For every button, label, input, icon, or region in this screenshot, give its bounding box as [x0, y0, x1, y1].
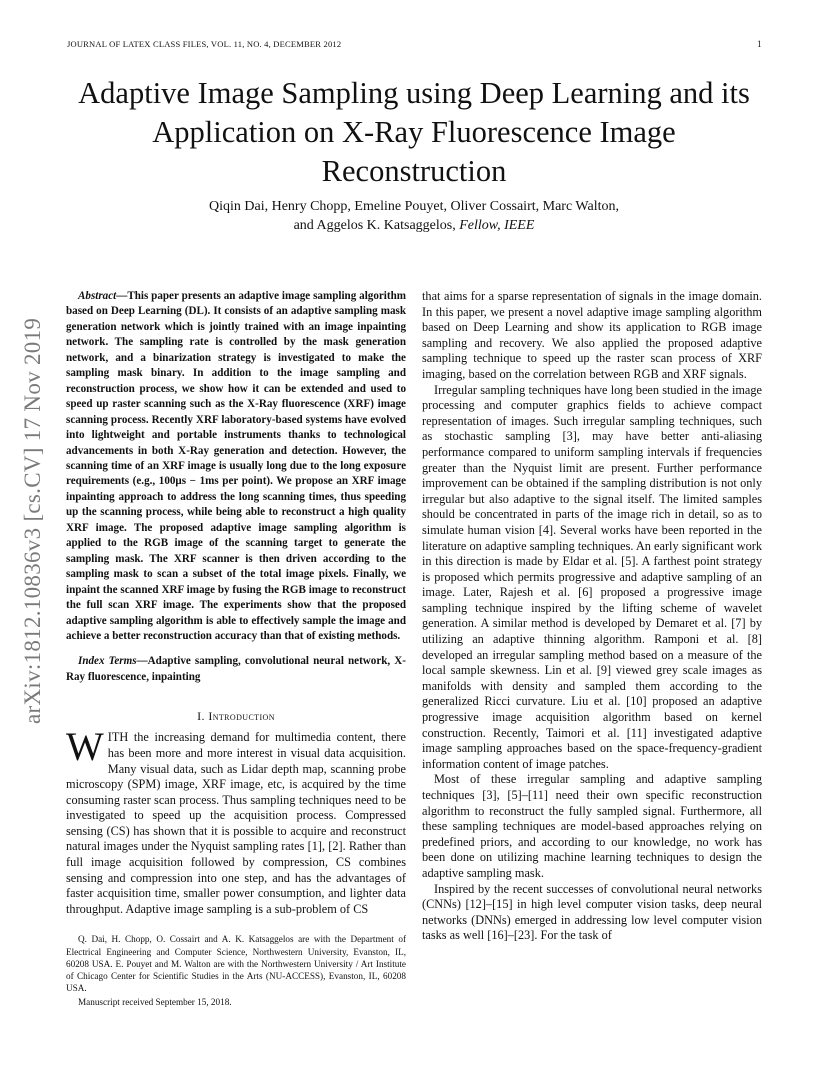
left-column	[66, 289, 406, 1009]
running-header: JOURNAL OF LATEX CLASS FILES, VOL. 11, NO. 4, DECEMBER 2012	[67, 39, 342, 49]
index-terms-text: —Adaptive sampling, convolutional neural network, X-Ray fluorescence, inpainting	[66, 655, 406, 683]
arxiv-identifier-text: arXiv:1812.10836v3 [cs.CV] 17 Nov 2019	[20, 317, 45, 725]
footnote-received: Manuscript received September 15, 2018.	[78, 997, 232, 1008]
authors-line-1: Qiqin Dai, Henry Chopp, Emeline Pouyet, Oliver Cossairt, Marc Walton,	[209, 199, 619, 214]
index-terms	[66, 654, 406, 685]
footnote-affiliation: Q. Dai, H. Chopp, O. Cossairt and A. K. Katsaggelos are with the Department of Electrical Engineering and Computer Science, Northwestern University, Evanston, IL, 60208 USA. E. Pouyet and M. Walton are with the Northwestern University / Art Institute of Chicago Center for Scientific Studies in the Arts (NU-ACCESS), Evanston, IL, 60208 USA.	[66, 934, 406, 994]
author-fellow-title: Fellow, IEEE	[459, 218, 535, 233]
section-title-text: Introduction	[208, 709, 275, 724]
paper-title: Adaptive Image Sampling using Deep Learning and its Application on X-Ray Fluorescence Image Reconstruction	[78, 76, 750, 188]
section-numeral: I.	[197, 709, 205, 724]
intro-text: the increasing demand for multimedia content, there has been more and more interest in visual data acquisition. Many visual data, such as Lidar depth map, scanning probe microscopy (SPM) image, XRF image, etc, is acquired by the time consuming raster scan process. Thus sampling techniques need to be investigated to speed up the acquisition process. Compressed sensing (CS) has shown that it is possible to acquire and reconstruct natural images under the Nyquist sampling rates [1], [2]. Rather than full image acquisition followed by compression, CS combines sensing and compression into one step, and has the advantages of faster acquisition time, smaller power consumption, and lighter data throughput. Adaptive image sampling is a sub-problem of CS	[66, 730, 406, 916]
intro-first-word: ITH	[107, 730, 129, 745]
introduction-paragraph	[66, 724, 406, 917]
abstract	[66, 289, 406, 644]
paragraph: Most of these irregular sampling and adaptive sampling techniques [3], [5]–[11] need their own specific reconstruction algorithm to reconstruct the fully sampled signal. Furthermore, all these sampling techniques are model-based approaches relying on predefined priors, and according to our knowledge, no work has been done on utilizing machine learning techniques to design the adaptive sampling mask.	[422, 772, 762, 880]
paragraph: Inspired by the recent successes of convolutional neural networks (CNNs) [12]–[15] in high level computer vision tasks, deep neural networks (DNNs) emerged in addressing low level computer vision tasks as well [16]–[23]. For the task of	[422, 881, 762, 943]
authors-line-2	[60, 216, 768, 235]
paragraph: that aims for a sparse representation of signals in the image domain. In this paper, we present a novel adaptive image sampling algorithm based on Deep Learning and show its application to RGB image sampling and recovery. We also applied the proposed adaptive sampling technique to speed up the raster scan process of XRF imaging, based on the correlation between RGB and XRF signals.	[422, 289, 762, 381]
author-list	[60, 197, 768, 235]
abstract-text: —This paper presents an adaptive image sampling algorithm based on Deep Learning (DL). It consists of an adaptive sampling mask generation network which is jointly trained with an image inpainting network. The sampling rate is controlled by the mask generation network, and a binarization strategy is investigated to make the sampling mask binary. In addition to the image sampling and reconstruction process, we show how it can be extended and used to speed up raster scanning such as the X-Ray fluorescence (XRF) image scanning process. Recently XRF laboratory-based systems have evolved into lightweight and portable instruments thanks to technological advancements in both X-Ray generation and detection. However, the scanning time of an XRF image is usually long due to the long exposure requirements (e.g., 100μs − 1ms per point). We propose an XRF image inpainting approach to address the long scanning times, thus speeding up the scanning process, while being able to reconstruct a high quality XRF image. The proposed adaptive image sampling algorithm is applied to the RGB image of the scanning target to generate the sampling mask. The XRF scanner is then driven according to the sampling mask to scan a subset of the total image pixels. Finally, we inpaint the scanned XRF image by fusing the RGB image to reconstruct the full scan XRF image. The experiments show that the proposed adaptive sampling algorithm is able to effectively sample the image and achieve a better reconstruction accuracy than that of existing methods.	[66, 290, 406, 642]
arxiv-identifier[interactable]	[18, 286, 48, 756]
index-terms-label: Index Terms	[78, 655, 137, 668]
abstract-label: Abstract	[78, 290, 117, 302]
page-number: 1	[757, 39, 762, 49]
authors-line-2-names: and Aggelos K. Katsaggelos,	[293, 218, 460, 233]
drop-cap: W	[66, 724, 104, 770]
right-column	[422, 289, 762, 944]
section-heading-introduction	[66, 709, 406, 724]
paragraph: Irregular sampling techniques have long been studied in the image processing and computer graphics fields to achieve compact representation of images. Such irregular sampling techniques, such as stochastic sampling [3], may have better anti-aliasing performance compared to uniform sampling intervals if frequencies greater than the Nyquist limit are present. Further performance improvement can be obtained if the sampling distribution is not only irregular but also adaptive to the signal itself. The limited samples should be concentrated in parts of the image rich in detail, so as to simulate human vision [4]. Several works have been reported in the literature on adaptive sampling techniques. An early significant work in this direction is made by Eldar et al. [5]. A farthest point strategy is proposed which permits progressive and adaptive sampling of an image. Later, Rajesh et al. [6] proposed a progressive image sampling technique inspired by the lifting scheme of wavelet generation. A similar method is developed by Demaret et al. [7] by utilizing an adaptive thinning algorithm. Ramponi et al. [8] developed an irregular sampling method based on a measure of the local sample skewness. Lin et al. [9] viewed grey scale images as manifolds with density and sampled them according to the generalized Ricci curvature. Liu et al. [10] proposed an adaptive progressive image acquisition algorithm based on kernel construction. Recently, Taimori et al. [11] investigated adaptive image sampling approaches based on the space-frequency-gradient information content of image patches.	[422, 382, 762, 771]
